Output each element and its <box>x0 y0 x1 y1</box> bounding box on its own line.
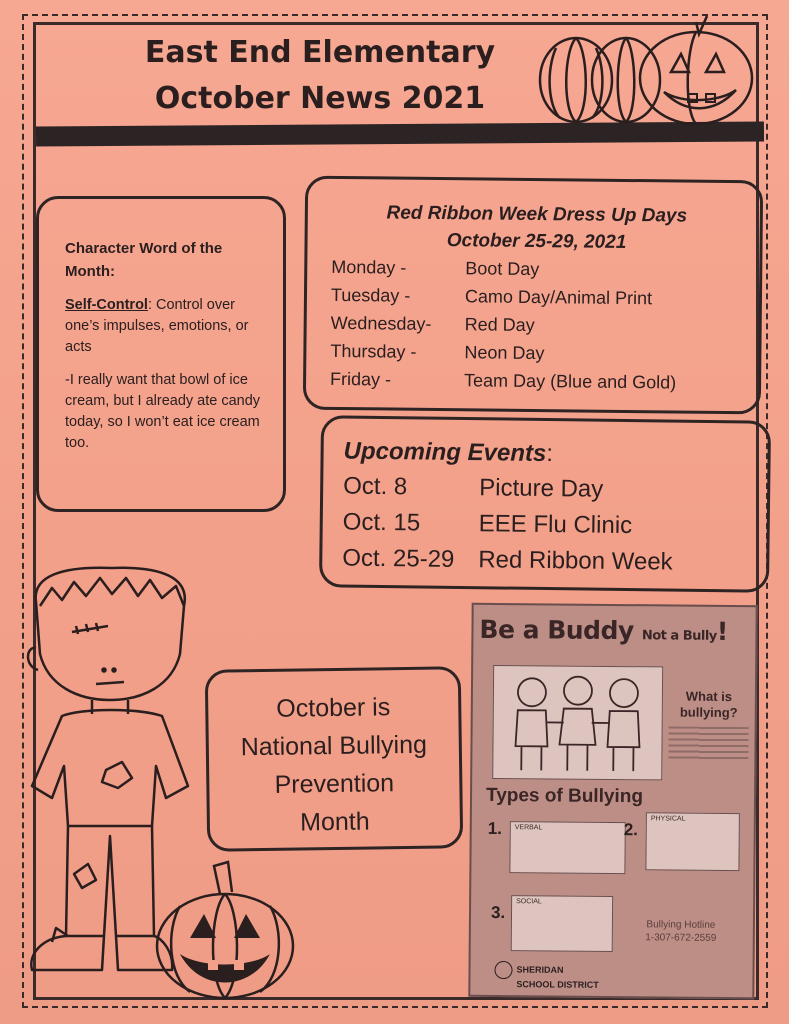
dress-up-day: Thursday - <box>330 340 417 362</box>
types-of-bullying-heading: Types of Bullying <box>485 784 644 808</box>
character-word-term: Self-Control <box>65 297 148 313</box>
bullying-line-2: National Bullying <box>240 730 428 762</box>
district-name: SHERIDAN <box>516 964 564 975</box>
upcoming-events-heading <box>343 435 751 474</box>
dress-up-day: Tuesday - <box>330 284 411 306</box>
jack-o-lantern-icon <box>150 860 300 1000</box>
title-line-1: East End Elementary <box>144 35 496 70</box>
bullying-hotline <box>621 918 741 945</box>
dress-up-theme: Red Day <box>464 314 535 336</box>
title-line-2: October News 2021 <box>154 81 486 116</box>
dress-up-day-row <box>330 365 740 397</box>
red-ribbon-heading-2: October 25-29, 2021 <box>446 230 627 253</box>
dress-up-day: Friday - <box>330 368 392 390</box>
poster-title-main: Be a Buddy <box>479 614 634 646</box>
event-name: Picture Day <box>479 474 604 503</box>
character-word-example: -I really want that bowl of ice cream, but I already ate candy today, so I won’t eat ice cream too. <box>65 372 261 451</box>
verbal-label: VERBAL <box>514 824 543 832</box>
bullying-line-1: October is <box>276 693 391 723</box>
character-word-box <box>36 196 286 512</box>
social-panel <box>511 895 613 952</box>
bullying-line-4: Month <box>299 807 370 837</box>
event-date: Oct. 8 <box>343 472 408 501</box>
event-row <box>342 541 750 582</box>
dress-up-theme: Boot Day <box>465 258 540 280</box>
upcoming-events-box <box>319 415 771 592</box>
events-heading-text: Upcoming Events <box>343 437 547 468</box>
dress-up-day-row <box>331 253 741 285</box>
event-name: EEE Flu Clinic <box>478 510 633 540</box>
social-label: SOCIAL <box>516 898 542 906</box>
pumpkins-icon <box>536 10 761 128</box>
dress-up-day: Monday - <box>331 256 407 278</box>
what-is-bullying-label: What is bullying? <box>679 688 738 721</box>
character-word-definition-text: : Control over one’s impulses, emotions, or acts <box>65 297 249 355</box>
red-ribbon-heading-1: Red Ribbon Week Dress Up Days <box>386 202 688 227</box>
be-a-buddy-poster <box>468 603 757 999</box>
character-word-heading: Character Word of the Month: <box>65 240 223 280</box>
dress-up-day-row <box>331 281 741 313</box>
event-row <box>343 469 751 510</box>
bullying-line-3: Prevention <box>274 769 395 799</box>
physical-label: PHYSICAL <box>650 815 686 823</box>
event-row <box>343 505 751 546</box>
poster-title-bang: ! <box>716 616 728 646</box>
type-number: 3. <box>490 902 506 923</box>
event-date: Oct. 15 <box>342 508 421 537</box>
poster-title-small: Not a Bully <box>641 628 717 644</box>
event-name: Red Ribbon Week <box>478 546 673 576</box>
hotline-number: 1-307-672-2559 <box>645 932 717 944</box>
events-heading-colon: : <box>546 440 554 468</box>
character-word-definition <box>65 295 261 358</box>
district-seal-icon <box>494 961 512 979</box>
dress-up-day-row <box>330 337 740 369</box>
district-sub: SCHOOL DISTRICT <box>516 979 599 990</box>
dress-up-theme: Team Day (Blue and Gold) <box>463 370 677 393</box>
dress-up-day: Wednesday- <box>330 312 432 334</box>
poster-title <box>479 615 728 646</box>
district-logo <box>494 961 599 991</box>
red-ribbon-box <box>303 176 763 415</box>
type-number: 1. <box>487 818 503 839</box>
bullying-prevention-box <box>205 666 464 852</box>
event-date: Oct. 25-29 <box>342 544 455 573</box>
physical-panel <box>645 812 740 871</box>
dress-up-theme: Camo Day/Animal Print <box>464 286 653 309</box>
page-title <box>110 30 530 122</box>
hotline-label: Bullying Hotline <box>646 919 716 931</box>
poster-fine-print <box>668 726 748 761</box>
type-number: 2. <box>623 820 639 840</box>
poster-kids-panel <box>492 665 663 780</box>
dress-up-day-row <box>331 309 741 341</box>
verbal-panel <box>509 821 625 874</box>
dress-up-theme: Neon Day <box>464 342 545 364</box>
three-kids-icon <box>493 666 662 779</box>
